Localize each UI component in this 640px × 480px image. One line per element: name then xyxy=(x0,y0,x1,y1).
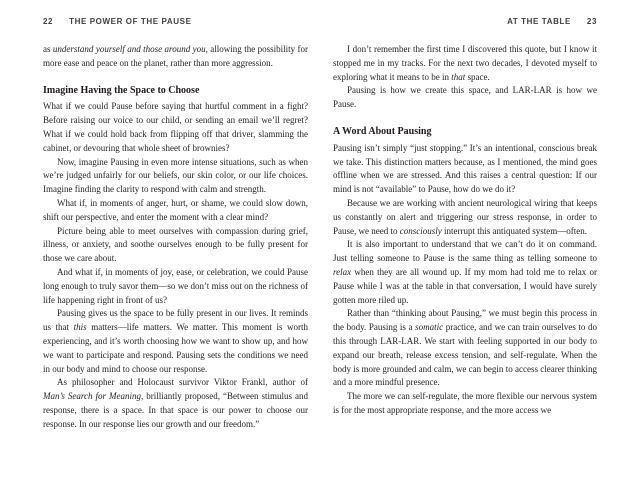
running-header-left xyxy=(43,17,308,29)
running-title: AT THE TABLE xyxy=(507,17,571,26)
paragraph: What if we could Pause before saying that hurtful comment in a fight? Before raising our voice to our child, or sending an email we’ll regret? What if we could hold back from flipping off that driver, slamming the cabinet, or devouring that whole sheet of brownies? xyxy=(43,101,308,153)
paragraph: Picture being able to meet ourselves with compassion during grief, illness, or anxiety, and soothe ourselves enough to be fully present for those we care about. xyxy=(43,225,308,264)
section-heading: Imagine Having the Space to Choose xyxy=(43,84,200,96)
paragraph: as understand yourself and those around you, allowing the possibility for more ease and peace on the planet, rather than more aggression. xyxy=(43,44,309,68)
page-number: 22 xyxy=(43,17,54,26)
paragraph: Because we are working with ancient neurological wiring that keeps us constantly on alert and triggering our stress response, in order to Pause, we need to consciously interrupt this antiquated system—often. xyxy=(333,197,597,236)
paragraph: Pausing isn’t simply “just stopping.” It’s an intentional, conscious break we take. This distinction matters because, as I mentioned, the mind goes offline when we are stressed. And this raises a central question: If our mind is not “available” to Pause, how do we do it? xyxy=(333,142,597,195)
paragraph: What if, in moments of anger, hurt, or shame, we could slow down, shift our perspective, and enter the moment with a clear mind? xyxy=(43,197,308,222)
page-body-left xyxy=(43,43,308,432)
section-heading: A Word About Pausing xyxy=(333,125,432,137)
running-title: THE POWER OF THE PAUSE xyxy=(69,17,192,26)
page-right xyxy=(320,0,640,480)
paragraph: Pausing is how we create this space, and LAR-LAR is how we Pause. xyxy=(333,85,597,110)
paragraph: It is also important to understand that we can’t do it on command. Just telling someone to Pause is the same thing as telling someone to relax when they are all wound up. If my mom had told me to relax or Pause while I was at the table in that conversation, I would have surely gotten more riled up. xyxy=(333,239,597,305)
page-body-right xyxy=(333,43,597,418)
paragraph: Rather than “thinking about Pausing,” we must begin this process in the body. Pausing is a somatic practice, and we can train ourselves to do this through LAR-LAR. We start with feeling supported in our body to expand our breath, release excess tension, and self-regulate. When the body is more grounded and calm, we can begin to access clearer thinking and a more mindful presence. xyxy=(333,308,597,388)
paragraph: As philosopher and Holocaust survivor Viktor Frankl, author of Man’s Search for Meaning, brilliantly proposed, “Between stimulus and response, there is a space. In that space is our power to choose our response. In our response lies our growth and our freedom.” xyxy=(43,377,308,429)
paragraph: Pausing gives us the space to be fully present in our lives. It reminds us that this matters—life matters. We matter. This moment is worth experiencing, and it’s worth choosing how we want to show up, and how we want to participate and respond. Pausing sets the conditions we need in our body and mind to choose our response. xyxy=(43,308,309,374)
paragraph: Now, imagine Pausing in even more intense situations, such as when we’re judged unfairly for our beliefs, our skin color, or our life choices. Imagine finding the clarity to respond with calm and strength. xyxy=(43,156,308,195)
paragraph: I don’t remember the first time I discovered this quote, but I know it stopped me in my tracks. For the next two decades, I devoted myself to exploring what it means to be in that space. xyxy=(333,44,597,82)
paragraph: The more we can self-regulate, the more flexible our nervous system is for the most appropriate response, and the more access we xyxy=(333,391,597,415)
paragraph: And what if, in moments of joy, ease, or celebration, we could Pause long enough to truly savor them—so we don’t miss out on the richness of life happening right in front of us? xyxy=(43,266,308,305)
running-header-right xyxy=(333,17,597,29)
page-number: 23 xyxy=(586,17,597,26)
